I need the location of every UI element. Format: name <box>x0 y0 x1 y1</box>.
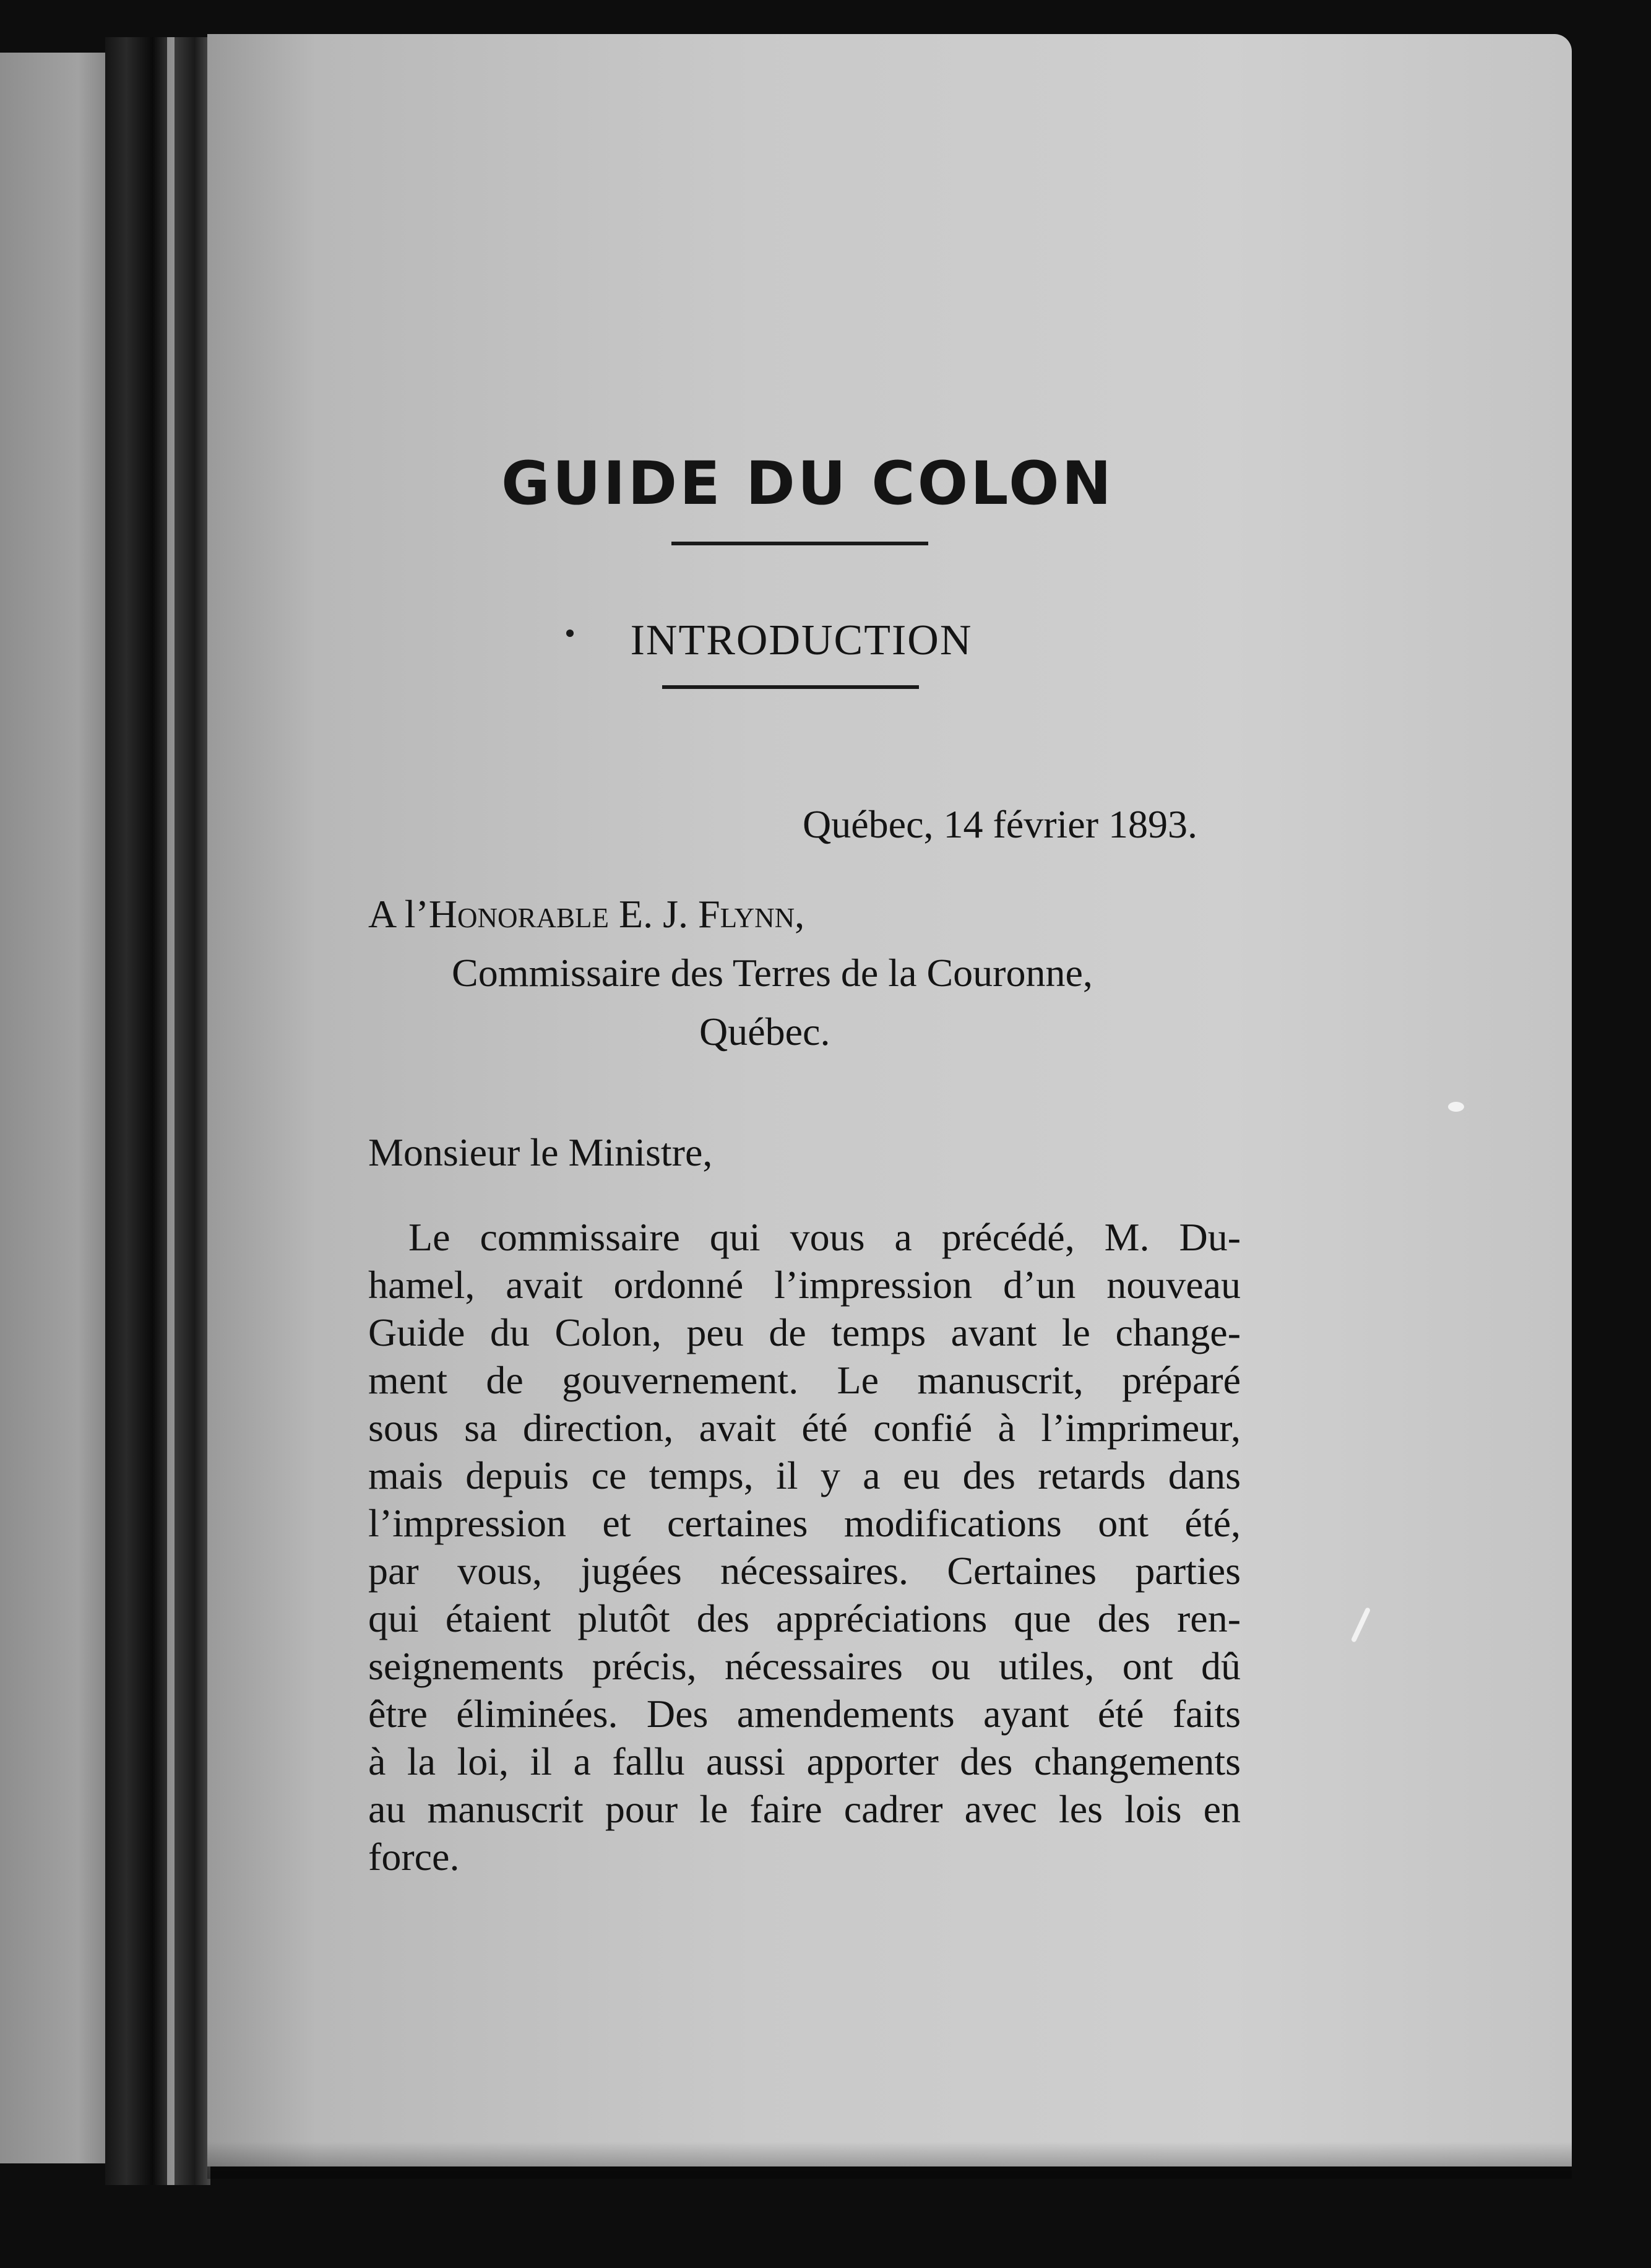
paragraph-line: Guide du Colon, peu de temps avant le change- <box>368 1310 1241 1354</box>
dateline: Québec, 14 février 1893. <box>803 802 1197 846</box>
paper-speck <box>1448 1102 1464 1112</box>
address-honorific: Honorable <box>428 892 609 936</box>
paragraph-line: être éliminées. Des amendements ayant été faits <box>368 1692 1241 1736</box>
paragraph-line: force. <box>368 1835 460 1879</box>
paragraph-line: au manuscrit pour le faire cadrer avec les lois en <box>368 1787 1241 1831</box>
title-rule-bottom <box>662 685 919 689</box>
address-initials: E. J. <box>619 892 688 936</box>
stray-dot <box>566 630 574 637</box>
page-title: GUIDE DU COLON <box>501 449 1114 518</box>
paragraph-line: mais depuis ce temps, il y a eu des retards dans <box>368 1453 1241 1497</box>
paper-speck <box>1351 1607 1371 1643</box>
book-spine <box>105 37 210 2185</box>
body-paragraph <box>368 1213 1241 1881</box>
spine-edge <box>167 37 175 2185</box>
salutation: Monsieur le Ministre, <box>368 1130 713 1174</box>
paragraph-line: sous sa direction, avait été confié à l’imprimeur, <box>368 1406 1241 1450</box>
paragraph-line: à la loi, il a fallu aussi apporter des changements <box>368 1739 1241 1783</box>
paragraph-line: Le commissaire qui vous a précédé, M. Du- <box>408 1215 1241 1259</box>
paragraph-line: l’impression et certaines modifications ont été, <box>368 1501 1241 1545</box>
address-line-1 <box>368 891 804 937</box>
paragraph-line: hamel, avait ordonné l’impression d’un nouveau <box>368 1263 1241 1307</box>
paragraph-line: qui étaient plutôt des appréciations que des ren- <box>368 1596 1241 1640</box>
address-line-3: Québec. <box>699 1010 830 1054</box>
page-content <box>207 34 1572 2166</box>
address-prefix: A l’ <box>368 892 429 936</box>
address-line-2: Commissaire des Terres de la Couronne, <box>452 951 1093 995</box>
address-comma: , <box>795 892 805 936</box>
paragraph-line: ment de gouvernement. Le manuscrit, préparé <box>368 1358 1241 1402</box>
section-heading: INTRODUCTION <box>630 617 973 664</box>
address-surname: Flynn <box>698 892 795 936</box>
title-rule-top <box>671 542 928 545</box>
paragraph-line: seignements précis, nécessaires ou utiles, ont dû <box>368 1644 1241 1688</box>
paragraph-line: par vous, jugées nécessaires. Certaines parties <box>368 1549 1241 1593</box>
